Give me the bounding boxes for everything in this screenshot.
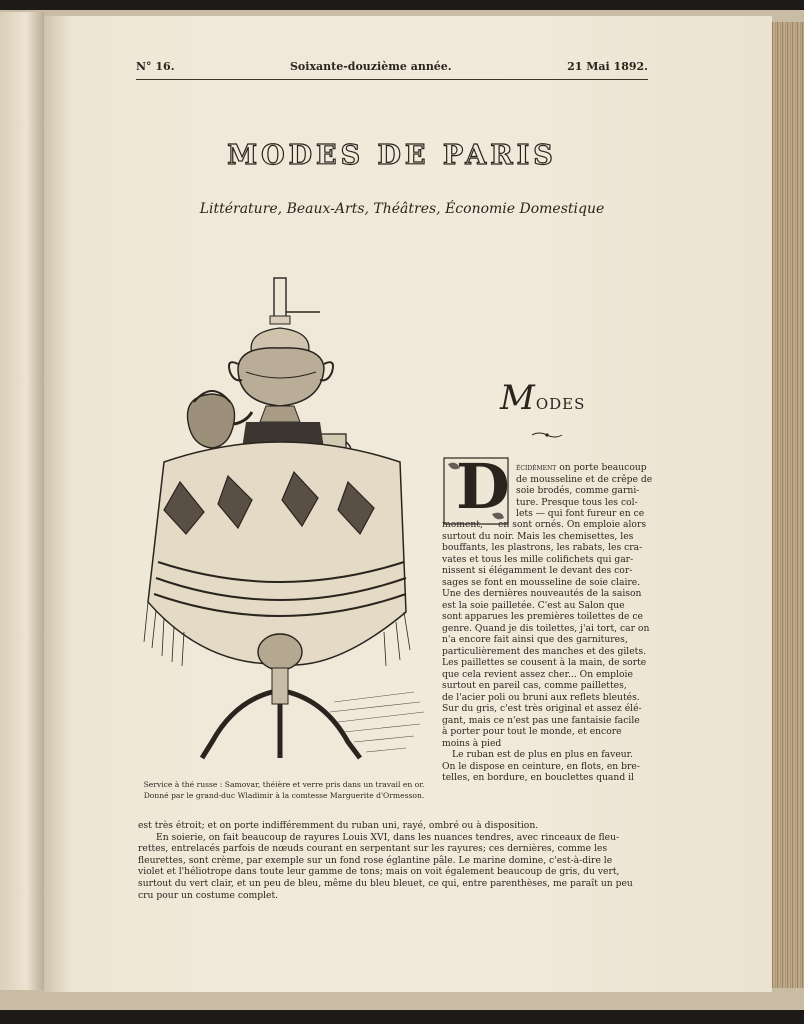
illustration-caption (134, 779, 434, 801)
text-line: On le dispose en ceinture, en flots, en bre- (442, 760, 640, 772)
text-line: ture. Presque tous les col- (516, 496, 638, 508)
text-line: bouffants, les plastrons, les rabats, les cra- (442, 542, 643, 553)
text-line: n'a encore fait ainsi que des garnitures, (442, 634, 628, 645)
text-line: cru pour un costume complet. (138, 889, 279, 901)
text-line: particulièrement des manches et des gilets. (442, 645, 646, 657)
text-line: fleurettes, sont crème, par exemple sur un fond rose églantine pâle. Le marine domine, c'est-à-dire le (138, 854, 613, 866)
drop-cap (442, 450, 510, 526)
caption-line: Donné par le grand-duc Wladimir à la comtesse Marguerite d'Ormesson. (143, 791, 425, 800)
text-line: violet et l'héliotrope dans toute leur gamme de tons; mais on voit également beaucoup de gris, du vert, (138, 866, 620, 878)
text-line: soie brodés, comme garni- (516, 485, 640, 496)
year-label: Soixante-douzième année. (289, 60, 452, 73)
text-line: Les paillettes se cousent à la main, de sorte (442, 657, 647, 668)
lead-word: écidément (516, 462, 557, 473)
text-line: est très étroit; et on porte indifféremment du ruban uni, rayé, ombré ou à disposition. (138, 820, 539, 831)
text-line: Une des dernières nouveautés de la saison (442, 588, 642, 599)
running-header (136, 60, 648, 76)
text-line: sont apparues les premières toilettes de ce (442, 611, 643, 622)
text-line: Le ruban est de plus en plus en faveur. (452, 749, 633, 760)
text-line: de mousseline et de crêpe de (516, 473, 653, 485)
text-line: surtout du vert clair, et un peu de bleu, même du bleu bleuet, ce qui, entre parenthèses, me paraît un peu (138, 877, 633, 889)
text-line: sages se font en mousseline de soie claire. (442, 576, 641, 588)
text-line: à porter pour tout le monde, et encore (442, 726, 622, 737)
text-line: gant, mais ce n'est pas une fantaisie facile (442, 714, 640, 726)
title-initial: M (500, 378, 536, 418)
text-line: surtout du noir. Mais les chemisettes, les (442, 530, 634, 542)
text-line: on porte beaucoup (559, 462, 647, 473)
text-line: de l'acier poli ou bruni aux reflets bleutés. (442, 691, 640, 703)
text-line: nissent si élégamment le devant des cor- (442, 565, 633, 576)
text-line: Sur du gris, c'est très original et assez élé- (442, 703, 642, 714)
dropcap-wrap-text (516, 462, 652, 520)
caption-line: Service à thé russe : Samovar, théière et verre pris dans un travail en or. (143, 780, 425, 789)
title-rest: ODES (535, 395, 586, 413)
text-line: telles, en bordure, en bouclettes quand il (442, 772, 634, 783)
left-page-edge (0, 12, 44, 990)
text-line: vates et tous les mille colifichets qui gar- (442, 553, 634, 565)
text-line: genre. Quand je dis toilettes, j'ai tort, car on (442, 622, 650, 634)
text-line: En soierie, on fait beaucoup de rayures Louis XVI, dans les nuances tendres, avec rinceaux de fleu- (156, 831, 620, 843)
text-line: rettes, entrelacés parfois de nœuds courant en serpentant sur les rayures; ces dernières, comme les (138, 843, 608, 855)
header-rule (136, 79, 648, 80)
article-full-width-text (138, 820, 658, 901)
text-line: surtout en pareil cas, comme paillettes, (442, 680, 627, 691)
article-column (442, 519, 654, 784)
text-line: moins à pied (442, 737, 502, 749)
text-line: moment, — en sont ornés. On emploie alors (442, 519, 647, 530)
masthead-title: MODES DE PARIS (227, 140, 557, 171)
issue-date: 21 Mai 1892. (567, 60, 648, 73)
issue-number: N° 16. (136, 60, 175, 73)
drop-cap-letter: D (456, 450, 510, 523)
title-ornament (530, 430, 564, 440)
masthead-subtitle: Littérature, Beaux-Arts, Théâtres, Économie Domestique (199, 201, 605, 217)
text-line: lets — qui font fureur en ce (516, 508, 645, 519)
text-line: est la soie pailletée. C'est au Salon que (442, 599, 625, 611)
samovar-table-illustration (134, 272, 424, 772)
page-stack-edge (772, 22, 804, 988)
article-title (500, 378, 620, 418)
text-line: que cela revient assez cher... On emploie (442, 668, 633, 680)
